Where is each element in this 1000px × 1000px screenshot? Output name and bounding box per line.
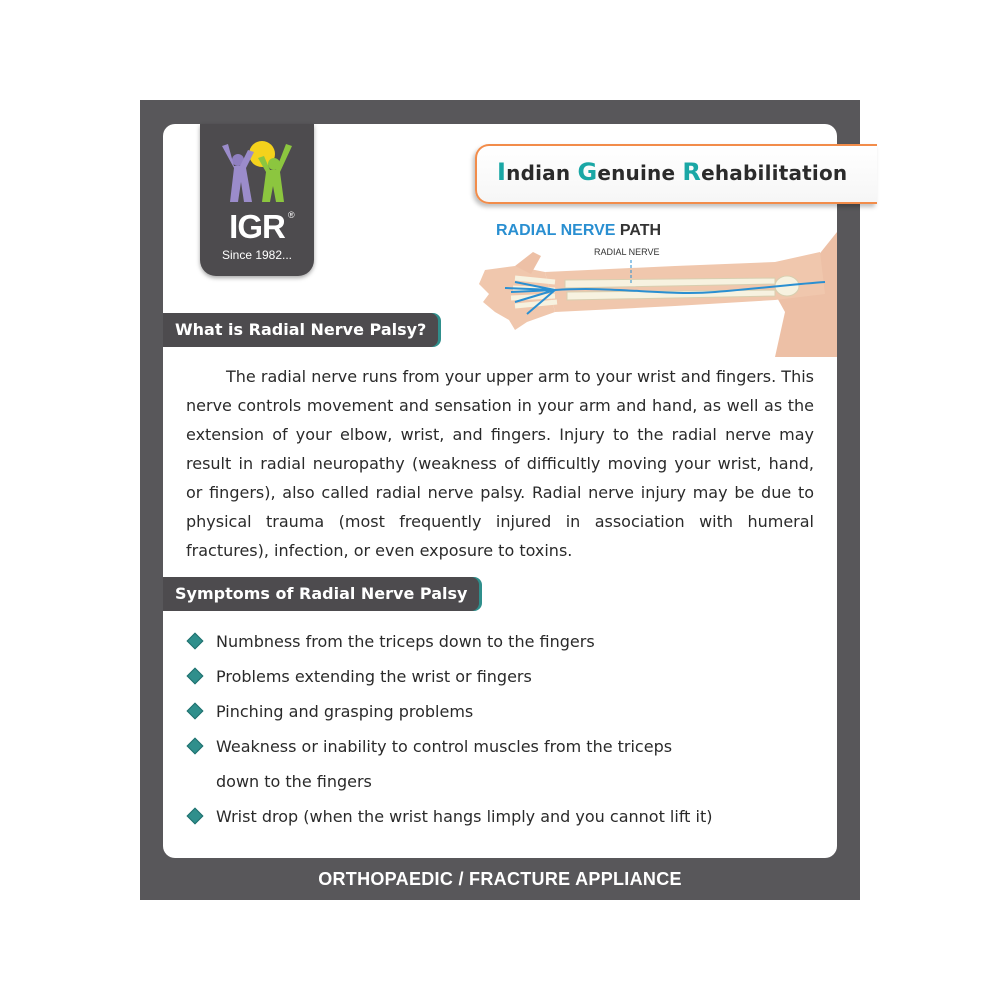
diagram-title-highlight: RADIAL NERVE <box>496 222 616 239</box>
brand-initial: G <box>577 158 598 186</box>
brand-word: ehabilitation <box>701 161 848 185</box>
brand-word: ndian <box>506 161 578 185</box>
diagram-title <box>496 222 661 240</box>
list-item <box>186 624 826 659</box>
diagram-title-rest: PATH <box>615 222 662 239</box>
diamond-bullet-icon <box>187 668 204 685</box>
description-paragraph: The radial nerve runs from your upper arm to your wrist and fingers. This nerve controls movement and sensation in your arm and hand, as well as the extension of your elbow, wrist, and fingers. Injury to the radial nerve may result in radial neuropathy (weakness of difficultly moving your wrist, hand, or fingers), also called radial nerve palsy. Radial nerve injury may be due to physical trauma (most frequently injured in association with humeral fractures), infection, or even exposure to toxins. <box>186 367 814 560</box>
diamond-bullet-icon <box>187 808 204 825</box>
list-item <box>186 694 826 729</box>
logo-tagline: Since 1982... <box>221 248 293 262</box>
footer-category: ORTHOPAEDIC / FRACTURE APPLIANCE <box>318 869 682 889</box>
list-item-text: Problems extending the wrist or fingers <box>216 667 532 686</box>
section-heading-what-is: What is Radial Nerve Palsy? <box>163 313 438 347</box>
section-heading-symptoms: Symptoms of Radial Nerve Palsy <box>163 577 479 611</box>
list-item-text: Wrist drop (when the wrist hangs limply and you cannot lift it) <box>216 807 713 826</box>
diamond-bullet-icon <box>187 703 204 720</box>
list-item <box>186 729 826 799</box>
list-item-text: Pinching and grasping problems <box>216 702 474 721</box>
list-item <box>186 799 826 834</box>
registered-mark: ® <box>288 210 295 220</box>
nerve-label: RADIAL NERVE <box>594 247 660 257</box>
logo-wordmark: IGR <box>229 208 285 245</box>
list-item-text: Numbness from the triceps down to the fingers <box>216 632 595 651</box>
symptoms-list <box>186 624 826 834</box>
brand-initial: I <box>497 158 507 186</box>
brand-initial: R <box>682 158 702 186</box>
list-item-text: Weakness or inability to control muscles from the triceps down to the fingers <box>216 737 673 791</box>
brand-word: enuine <box>597 161 683 185</box>
diamond-bullet-icon <box>187 738 204 755</box>
list-item <box>186 659 826 694</box>
people-logo-icon <box>214 138 300 210</box>
igr-logo <box>200 124 314 276</box>
diamond-bullet-icon <box>187 633 204 650</box>
brand-title <box>497 158 847 186</box>
